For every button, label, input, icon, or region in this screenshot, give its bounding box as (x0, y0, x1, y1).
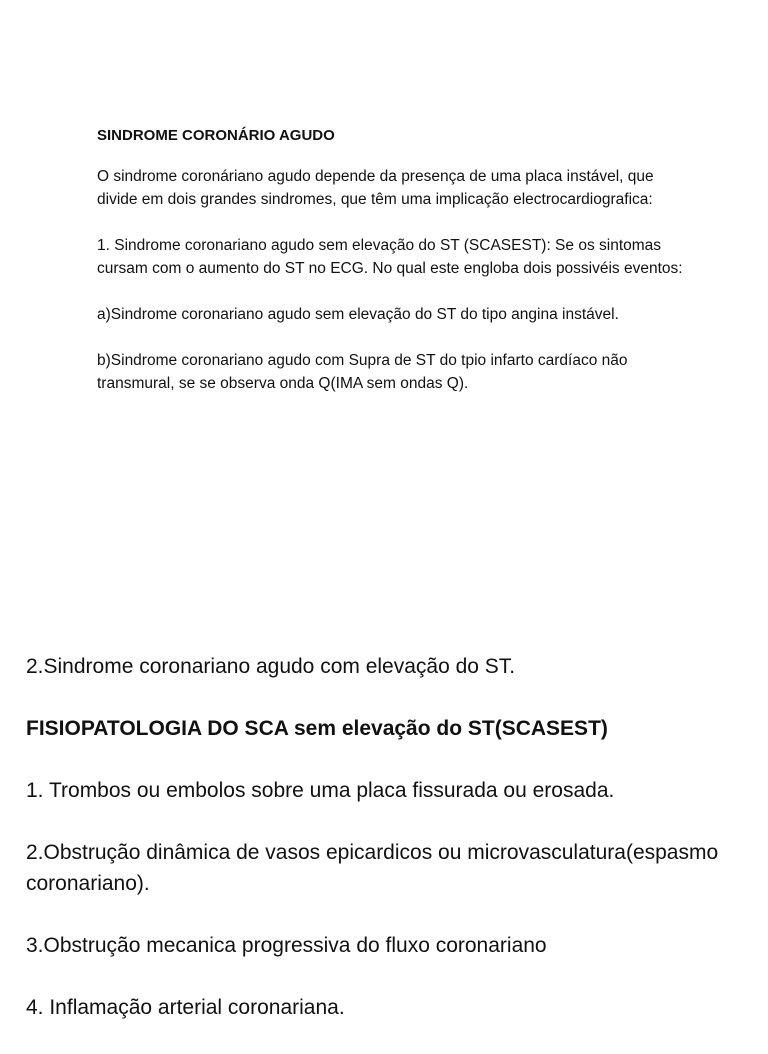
list-item-2: 2.Sindrome coronariano agudo com elevação do ST. (26, 655, 516, 678)
document-page-top (97, 124, 697, 418)
cause-item-2: 2.Obstrução dinâmica de vasos epicardicos ou microvasculatura(espasmo coronariano). (26, 841, 719, 895)
cause-item-3: 3.Obstrução mecanica progressiva do fluxo coronariano (26, 934, 547, 957)
section-heading: SINDROME CORONÁRIO AGUDO (97, 127, 335, 144)
sub-item-b: b)Sindrome coronariano agudo com Supra de ST do tpio infarto cardíaco não transmural, se se observa onda Q(IMA sem ondas Q). (97, 352, 628, 392)
list-item-1: 1. Sindrome coronariano agudo sem elevação do ST (SCASEST): Se os sintomas cursam com o aumento do ST no ECG. No qual este engloba dois possivéis eventos: (97, 237, 683, 277)
cause-item-1: 1. Trombos ou embolos sobre uma placa fissurada ou erosada. (26, 779, 615, 802)
cause-item-4: 4. Inflamação arterial coronariana. (26, 996, 345, 1019)
physiopathology-heading: FISIOPATOLOGIA DO SCA sem elevação do ST(SCASEST) (26, 717, 608, 740)
sub-item-a: a)Sindrome coronariano agudo sem elevação do ST do tipo angina instável. (97, 306, 619, 323)
intro-paragraph: O sindrome coronáriano agudo depende da presença de uma placa instável, que divide em dois grandes sindromes, que têm uma implicação electrocardiografica: (97, 168, 654, 208)
document-page-bottom (26, 651, 746, 1054)
